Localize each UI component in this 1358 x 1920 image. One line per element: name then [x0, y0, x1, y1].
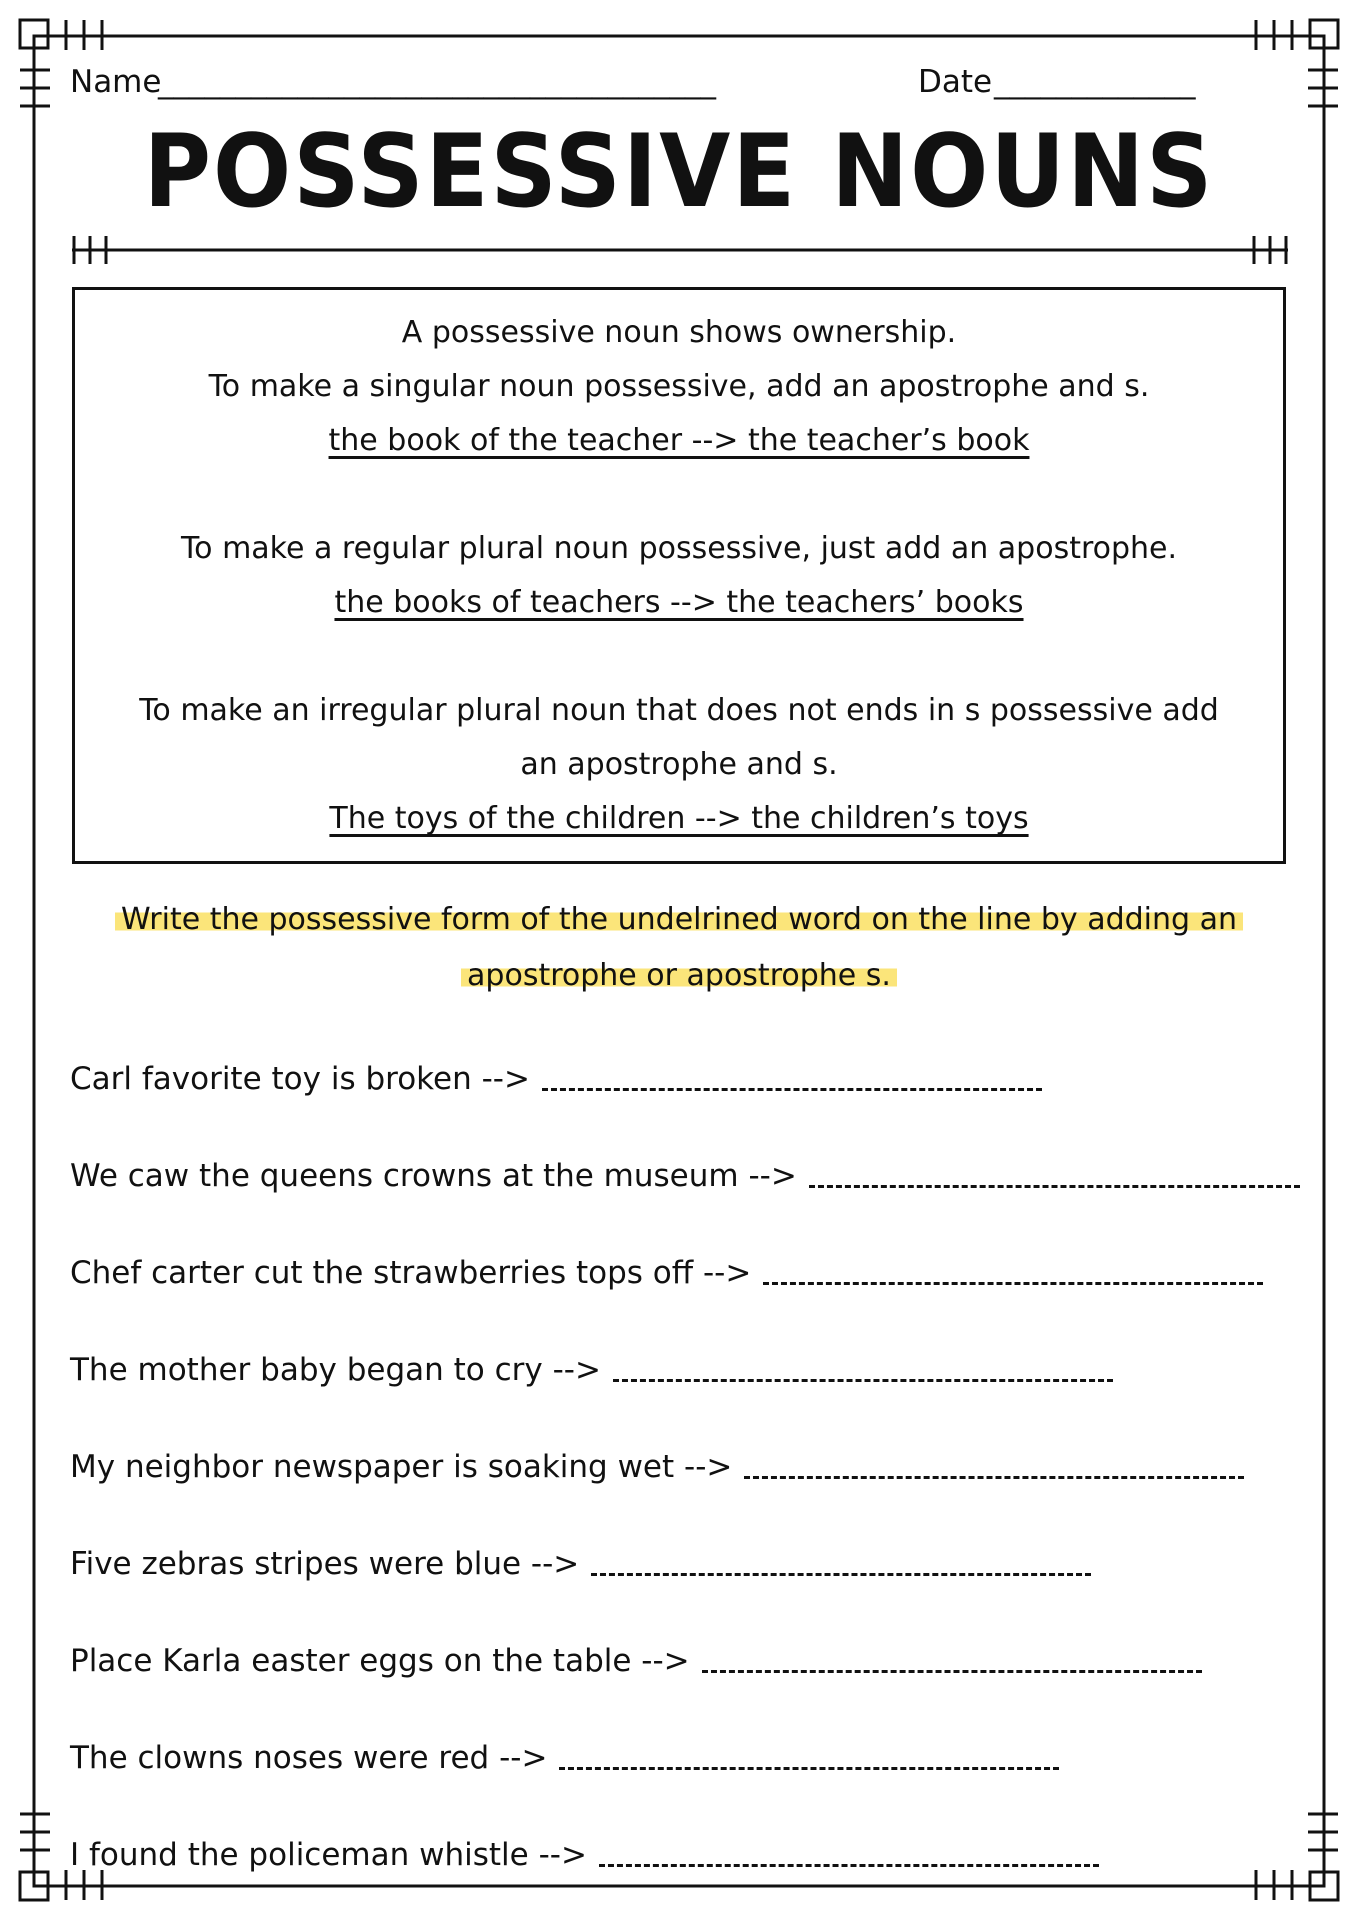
rule-irregular-plural-cont: an apostrophe and s.: [520, 747, 838, 782]
rule-definition: A possessive noun shows ownership.: [401, 315, 957, 350]
answer-line[interactable]: [613, 1357, 1113, 1382]
exercise-prompt: My neighbor newspaper is soaking wet -->: [70, 1448, 733, 1485]
answer-line[interactable]: [744, 1454, 1244, 1479]
page-title: POSSESSIVE NOUNS: [143, 112, 1215, 231]
exercise-prompt: The mother baby began to cry -->: [70, 1351, 601, 1388]
exercise-prompt: I found the policeman whistle -->: [70, 1836, 587, 1873]
rule-singular: To make a singular noun possessive, add an apostrophe and s.: [208, 369, 1150, 404]
rule-regular-plural: To make a regular plural noun possessive, just add an apostrophe.: [180, 531, 1178, 566]
example-singular: the book of the teacher --> the teacher’s book: [328, 423, 1030, 458]
answer-line[interactable]: [763, 1260, 1263, 1285]
exercise-item: [70, 1030, 1300, 1127]
answer-line[interactable]: [559, 1745, 1059, 1770]
answer-line[interactable]: [599, 1842, 1099, 1867]
exercise-prompt: The clowns noses were red -->: [70, 1739, 548, 1776]
exercise-item: [70, 1806, 1300, 1903]
rules-box: [72, 287, 1286, 864]
date-label: Date: [918, 64, 993, 100]
date-field[interactable]: _____________: [994, 64, 1196, 100]
answer-line[interactable]: [702, 1648, 1202, 1673]
exercise-prompt: Place Karla easter eggs on the table -->: [70, 1642, 690, 1679]
exercise-item: [70, 1224, 1300, 1321]
example-irregular-plural: The toys of the children --> the children’s toys: [329, 801, 1029, 836]
example-regular-plural: the books of teachers --> the teachers’ books: [334, 585, 1024, 620]
exercise-prompt: Five zebras stripes were blue -->: [70, 1545, 580, 1582]
answer-line[interactable]: [809, 1163, 1300, 1188]
exercise-item: [70, 1709, 1300, 1806]
answer-line[interactable]: [591, 1551, 1091, 1576]
exercise-item: [70, 1321, 1300, 1418]
exercise-item: [70, 1612, 1300, 1709]
instruction-text: Write the possessive form of the undelrined word on the line by adding an apostrophe or apostrophe s.: [115, 902, 1243, 993]
exercise-prompt: Carl favorite toy is broken -->: [70, 1060, 530, 1097]
exercise-item: [70, 1418, 1300, 1515]
exercise-prompt: We caw the queens crowns at the museum -->: [70, 1157, 797, 1194]
exercise-list: [70, 1030, 1300, 1903]
exercise-item: [70, 1515, 1300, 1612]
instructions: [46, 892, 1312, 1004]
header-row: [70, 64, 1290, 112]
name-field[interactable]: ____________________________________: [158, 64, 716, 100]
answer-line[interactable]: [542, 1066, 1042, 1091]
exercise-prompt: Chef carter cut the strawberries tops off -->: [70, 1254, 752, 1291]
name-label: Name: [70, 64, 162, 100]
exercise-item: [70, 1127, 1300, 1224]
rule-irregular-plural: To make an irregular plural noun that does not ends in s possessive add: [139, 693, 1219, 728]
